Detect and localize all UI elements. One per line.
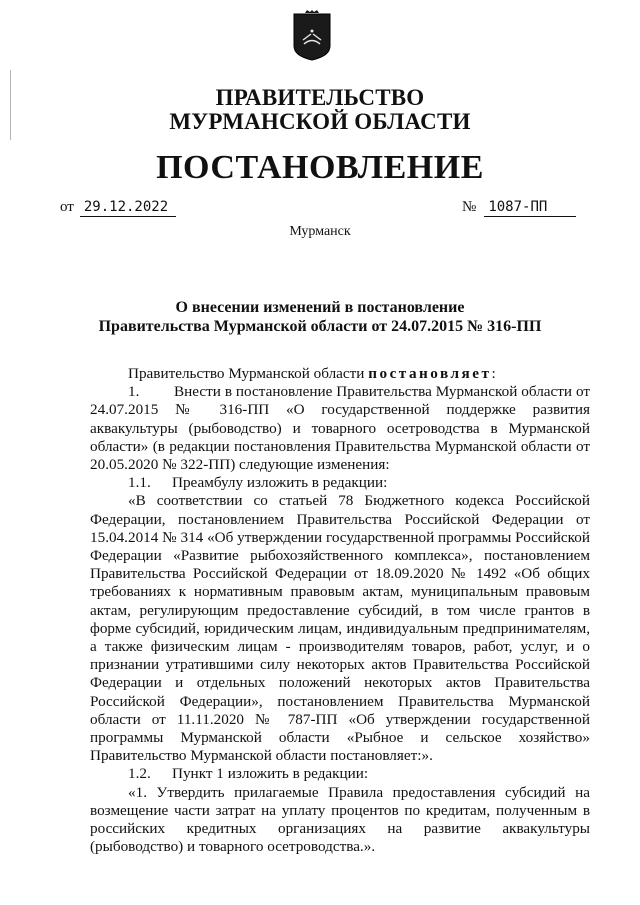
subject-line2: Правительства Мурманской области от 24.07.2015 № 316-ПП xyxy=(98,318,542,335)
paragraph-1-text: Внести в постановление Правительства Мурманской области от 24.07.2015 № 316-ПП «О государственной поддержке развития аквакультуры (рыбоводство) и товарного осетроводства в Мурманской области» (в редакции постановления Правительства Мурманской области от 20.05.2020 № 322-ПП) следующие изменения: xyxy=(90,383,590,474)
paragraph-1-2-text: Пункт 1 изложить в редакции: xyxy=(172,765,369,783)
paragraph-1-2-number: 1.2. xyxy=(128,765,151,783)
government-name-line2: МУРМАНСКОЙ ОБЛАСТИ xyxy=(169,109,471,134)
paragraph-1-2-quote: «1. Утвердить прилагаемые Правила предоставления субсидий на возмещение части затрат на уплату процентов по кредитам, полученным в российских кредитных организациях на развитие аквакультуры (рыбоводство) и товарного осетроводства.». xyxy=(90,783,590,856)
date-value: 29.12.2022 xyxy=(80,199,176,217)
intro-paragraph xyxy=(90,365,590,383)
paragraph-1-1 xyxy=(90,474,590,492)
decree-word: постановляет xyxy=(368,365,492,382)
document-body xyxy=(90,365,590,856)
paragraph-1-1-number: 1.1. xyxy=(128,474,151,492)
number-field xyxy=(462,199,576,217)
paragraph-1-1-quote: «В соответствии со статьей 78 Бюджетного кодекса Российской Федерации, постановлением Правительства Российской Федерации от 15.04.2014 № 314 «Об утверждении государственной программы Российской Федерации «Развитие рыбохозяйственного комплекса», постановлением Правительства Российской Федерации от 18.09.2020 № 1492 «Об общих требованиях к нормативным правовым актам, муниципальным правовым актам, регулирующим предоставление субсидий, в том числе грантов в форме субсидий, юридическим лицам, индивидуальным предпринимателям, а также физическим лицам - производителям товаров, работ, услуг, и о признании утратившими силу некоторых актов Правительства Российской Федерации и отдельных положений некоторых актов Правительства Российской Федерации», постановлением Правительства Мурманской области от 11.11.2020 № 787-ПП «Об утверждении государственной программы Мурманской области «Рыбное и сельское хозяйство» Правительство Мурманской области постановляет:». xyxy=(90,492,590,765)
intro-colon: : xyxy=(491,365,496,382)
paragraph-1-number: 1. xyxy=(128,383,140,401)
document-subject xyxy=(0,298,640,336)
number-value: 1087-ПП xyxy=(484,199,576,217)
paragraph-1-2 xyxy=(90,765,590,783)
paragraph-1-1-text: Преамбулу изложить в редакции: xyxy=(172,474,388,492)
government-name-line1: ПРАВИТЕЛЬСТВО xyxy=(215,85,425,110)
document-type-title: ПОСТАНОВЛЕНИЕ xyxy=(156,149,484,186)
intro-text: Правительство Мурманской области xyxy=(128,365,369,382)
city-name: Мурманск xyxy=(289,224,351,239)
number-prefix: № xyxy=(462,199,477,215)
paragraph-1 xyxy=(90,383,590,474)
date-prefix: от xyxy=(60,199,74,215)
subject-line1: О внесении изменений в постановление xyxy=(175,299,465,316)
date-field xyxy=(60,199,176,217)
coat-of-arms-icon xyxy=(291,10,333,62)
